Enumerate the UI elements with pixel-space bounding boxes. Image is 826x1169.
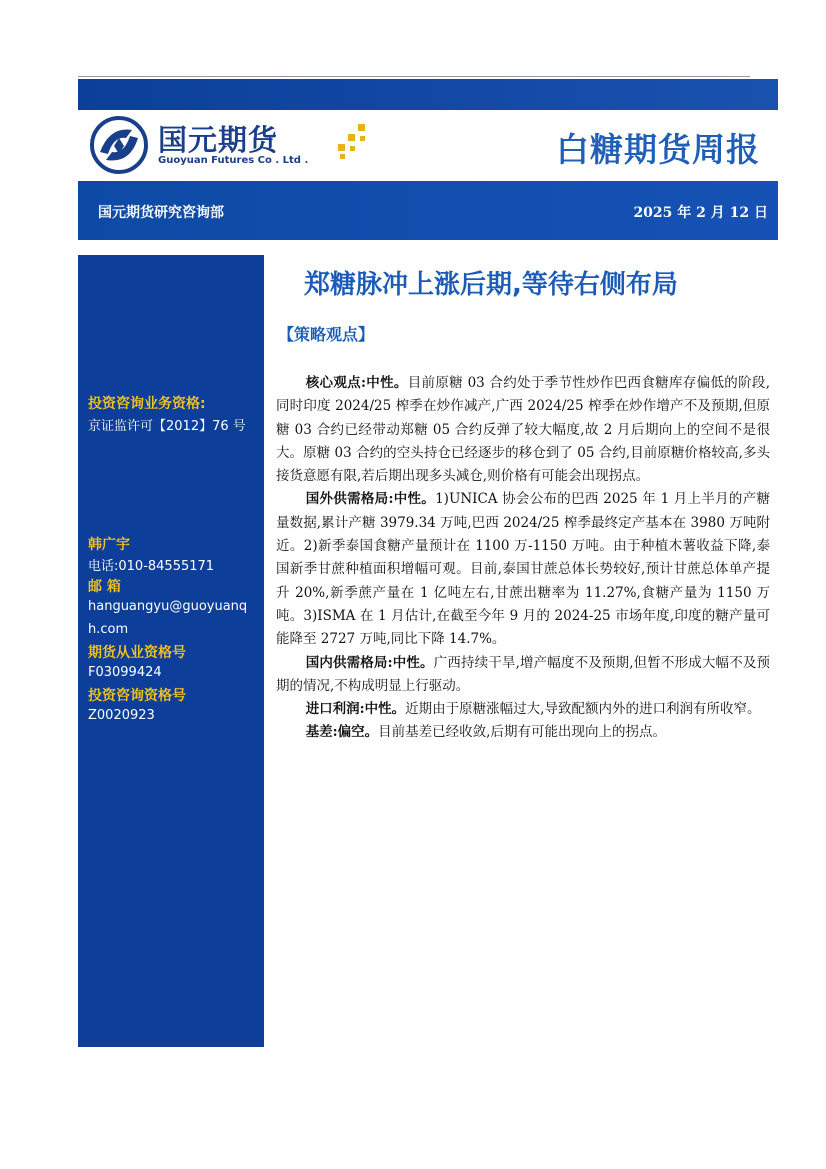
paragraph-text: 目前基差已经收敛,后期有可能出现向上的拐点。 [378,724,666,741]
report-header [78,110,778,180]
futures-license-number: F03099424 [88,665,162,680]
department-band [78,181,778,240]
qualification-text: 京证监许可【2012】76 号 [88,419,246,434]
advisory-license-heading: 投资咨询资格号 [88,688,186,704]
futures-license-heading: 期货从业资格号 [88,645,186,661]
paragraph-core-view [276,372,770,488]
paragraph-lead: 进口利润:中性。 [305,701,406,718]
logo-chinese-name: 国元期货 [158,123,279,157]
analyst-phone: 电话:010-84555171 [88,559,215,574]
top-rule [78,76,750,77]
email-line-1: hanguangyu@guoyuanq [88,599,248,614]
paragraph-text: 广西持续干旱,增产幅度不及预期,但暂不形成大幅不及预期的情况,不构成明显上行驱动。 [276,654,770,694]
paragraph-lead: 基差:偏空。 [305,724,379,741]
report-title: 白糖期货周报 [556,130,760,169]
top-band [78,79,778,110]
report-date: 2025 年 2 月 12 日 [633,205,768,221]
logo-english-name: Guoyuan Futures Co . Ltd . [158,155,309,166]
paragraph-text: 1)UNICA 协会公布的巴西 2025 年 1 月上半月的产糖量数据,累计产糖 3979.34 万吨,巴西 2024/25 榨季最终定产基本在 3980 万吨附近。2)新季泰国食糖产量预计在 1100 万-1150 万吨。由于种植木薯收益下降,泰国新季甘蔗种植面积增幅可观。目前,泰国甘蔗总体长势较好,预计甘蔗总体单产提升 20%,新季蔗产量在 1 亿吨左右,甘蔗出糖率为 11.27%,食糖产量为 1150 万吨。3)ISMA 在 1 月估计,在截至今年 9 月的 2024-25 市场年度,印度的糖产量可能降至 2727 万吨,同比下降 14.7%。 [276,491,771,648]
paragraph-basis [276,721,770,744]
paragraph-text: 目前原糖 03 合约处于季节性炒作巴西食糖库存偏低的阶段,同时印度 2024/25 榨季在炒作减产,广西 2024/25 榨季在炒作增产不及预期,但原糖 03 合约已经带动郑糖 05 合约反弹了较大幅度,故 2 月后期向上的空间不是很大。原糖 03 合约的空头持仓已经逐步的移仓到了 05 合约,目前原糖价格较高,多头接货意愿有限,若后期出现多头减仓,则价格有可能会出现拐点。 [276,375,771,485]
paragraph-domestic-supply [276,652,770,699]
analyst-name: 韩广宇 [88,537,130,553]
department-name: 国元期货研究咨询部 [98,205,224,221]
paragraph-lead: 核心观点:中性。 [305,375,408,391]
section-label: 【策略观点】 [278,325,375,344]
paragraph-text: 近期由于原糖涨幅过大,导致配额内外的进口利润有所收窄。 [405,701,761,718]
article-title: 郑糖脉冲上涨后期,等待右侧布局 [304,270,678,300]
qualification-heading: 投资咨询业务资格: [88,396,206,412]
email-heading: 邮 箱 [88,579,121,595]
logo-dots-icon [334,122,374,162]
paragraph-overseas-supply [276,488,770,651]
company-logo-icon [90,116,148,174]
advisory-license-number: Z0020923 [88,708,155,723]
article-body [276,372,770,745]
paragraph-lead: 国内供需格局:中性。 [305,654,434,671]
contact-sidebar [78,255,264,1047]
paragraph-lead: 国外供需格局:中性。 [305,491,436,508]
paragraph-import-profit [276,698,770,721]
email-line-2: h.com [88,622,129,637]
